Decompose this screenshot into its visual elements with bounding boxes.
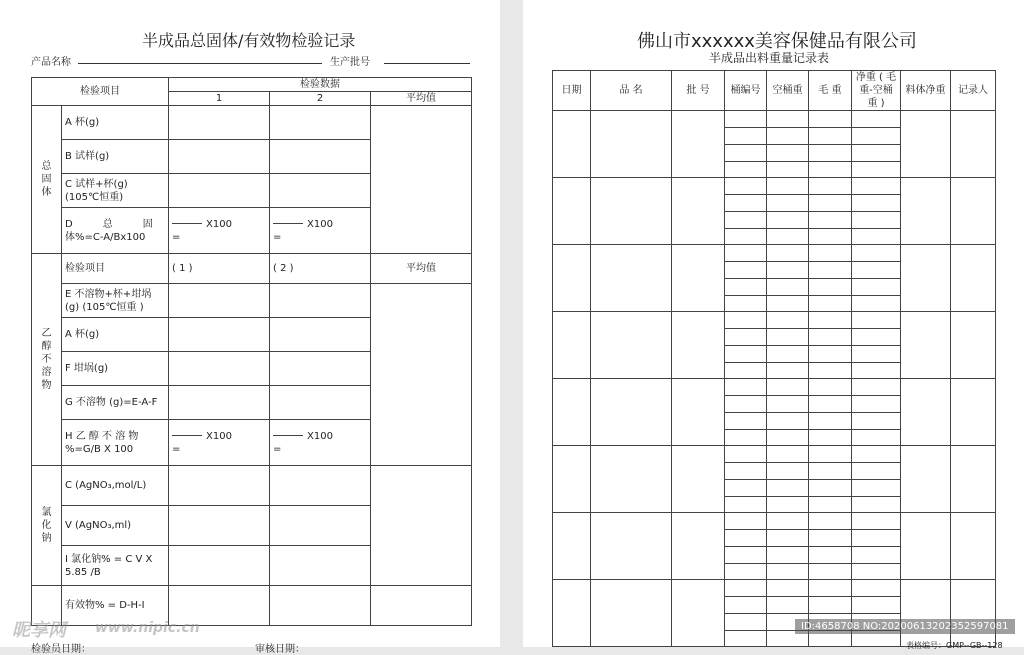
formula-cell-1: X100 =	[169, 208, 270, 254]
row-c-sample-cup: C 试样+杯(g) (105℃恒重)	[62, 174, 169, 208]
batch-no-label: 生产批号	[330, 57, 370, 68]
company-title: 佛山市xxxxxx美容保健品有限公司	[637, 31, 917, 52]
watermark-logo: 昵享网	[12, 620, 66, 641]
g2-header-2: ( 2 )	[270, 254, 371, 284]
footer-reviewer: 审核日期：	[255, 644, 305, 655]
batch-no-line	[384, 63, 470, 64]
hdr-drum-no: 桶编号	[725, 71, 767, 111]
left-sheet	[0, 0, 500, 655]
row-active-matter: 有效物% = D-H-I	[62, 586, 169, 626]
g2-header-1: ( 1 )	[169, 254, 270, 284]
g2-header-avg: 平均值	[371, 254, 472, 284]
record-row	[553, 513, 996, 530]
row-g-insoluble: G 不溶物 (g)=E-A-F	[62, 386, 169, 420]
record-row	[553, 312, 996, 329]
header-col-2: 2	[270, 92, 371, 106]
group-total-solids: 总 固 体	[32, 106, 62, 254]
product-name-label: 产品名称	[31, 57, 71, 68]
formula-cell-4: X100 =	[270, 420, 371, 466]
hdr-gross-weight: 毛 重	[809, 71, 852, 111]
g2-avg-cell	[371, 284, 472, 466]
row-c-agno3: C (AgNO₃,mol/L)	[62, 466, 169, 506]
record-row	[553, 580, 996, 597]
row-d-total-solids: D 总 固体%=C-A/Bx100	[62, 208, 169, 254]
row-h-ethanol: H 乙 醇 不 溶 物 %=G/B X 100	[62, 420, 169, 466]
formula-cell-3: X100 =	[169, 420, 270, 466]
row-a-cup-2: A 杯(g)	[62, 318, 169, 352]
hdr-recorder: 记录人	[951, 71, 996, 111]
hdr-material-net: 料体净重	[901, 71, 951, 111]
hdr-product: 品 名	[591, 71, 672, 111]
formula-cell-2: X100 =	[270, 208, 371, 254]
header-avg: 平均值	[371, 92, 472, 106]
header-item: 检验项目	[32, 78, 169, 106]
header-data: 检验数据	[169, 78, 472, 92]
row-f-crucible: F 坩埚(g)	[62, 352, 169, 386]
group-sodium-chloride: 氯 化 钠	[32, 466, 62, 586]
left-title: 半成品总固体/有效物检验记录	[142, 31, 356, 50]
product-name-line	[78, 63, 322, 64]
right-subtitle: 半成品出料重量记录表	[709, 51, 830, 65]
record-row	[553, 178, 996, 195]
hdr-batch: 批 号	[672, 71, 725, 111]
watermark-id: ID:4658708 NO:20200613202352597081	[795, 619, 1015, 634]
hdr-net-weight: 净重 ( 毛重-空桶重 )	[852, 71, 901, 111]
footer-inspector: 检验员日期：	[31, 644, 91, 655]
record-row	[553, 111, 996, 128]
right-sheet	[523, 0, 1024, 650]
hdr-empty-weight: 空桶重	[767, 71, 809, 111]
group-ethanol-insoluble: 乙 醇 不 溶 物	[32, 254, 62, 466]
form-number: 表格编号：GMP--GB--128	[906, 641, 1003, 650]
header-col-1: 1	[169, 92, 270, 106]
inspection-table	[31, 77, 472, 626]
row-i-nacl: I 氯化钠% = C V X 5.85 /B	[62, 546, 169, 586]
row-e-insoluble: E 不溶物+杯+坩埚(g) (105℃恒重 )	[62, 284, 169, 318]
row-a-cup: A 杯(g)	[62, 106, 169, 140]
record-row	[553, 379, 996, 396]
hdr-date: 日期	[553, 71, 591, 111]
g3-avg-cell	[371, 466, 472, 586]
record-row	[553, 446, 996, 463]
g1-avg-cell	[371, 106, 472, 254]
weight-record-table	[552, 70, 996, 647]
row-b-sample: B 试样(g)	[62, 140, 169, 174]
row-v-agno3: V (AgNO₃,ml)	[62, 506, 169, 546]
g2-header-item: 检验项目	[62, 254, 169, 284]
record-row	[553, 245, 996, 262]
watermark-site: www.nipic.cn	[95, 620, 200, 636]
